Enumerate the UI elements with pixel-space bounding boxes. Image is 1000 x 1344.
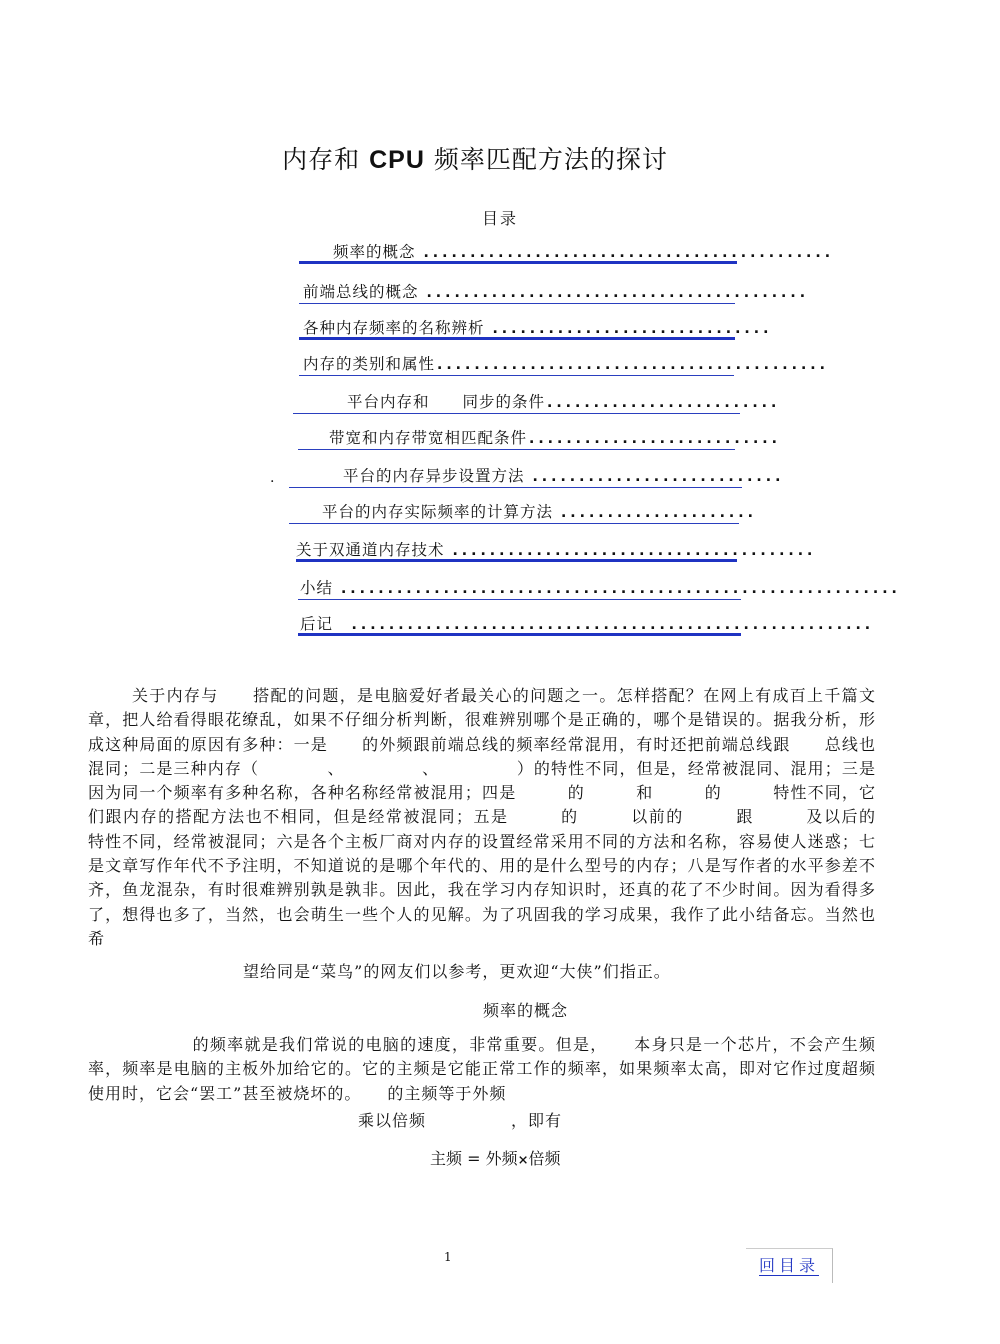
toc-label: 内存的类别和属性 <box>303 355 436 373</box>
toc-link-fsb-concept[interactable] <box>299 280 808 304</box>
toc-heading: 目录 <box>481 209 518 228</box>
section-heading-frequency: 频率的概念 <box>483 1001 569 1020</box>
toc-link-afterword[interactable] <box>298 612 873 636</box>
toc-dots: .......................................... <box>435 355 827 373</box>
section-line-2: 乘以倍频 ，即有 <box>358 1111 563 1130</box>
toc-label: 各种内存频率的名称辨析 <box>303 319 485 337</box>
toc-label: 平台的内存异步设置方法 <box>343 467 525 485</box>
toc-dots: ....................................... <box>450 541 815 559</box>
toc-link-summary[interactable] <box>298 576 899 600</box>
toc-dots: ......................................... <box>424 283 808 301</box>
toc-link-frequency-concept[interactable] <box>299 240 833 264</box>
toc-label: 小结 <box>300 579 334 597</box>
toc-link-async-settings[interactable] <box>289 464 783 488</box>
back-to-toc-label: 回目录 <box>758 1255 819 1275</box>
toc-dots: ............................................ <box>421 243 833 261</box>
toc-label: 后记 <box>300 615 334 633</box>
toc-dots: .............................. <box>490 319 771 337</box>
back-to-toc-button[interactable] <box>746 1248 833 1283</box>
formula-times-icon: × <box>517 1153 529 1168</box>
formula <box>430 1146 561 1169</box>
title-part-1: 内存和 <box>282 145 370 174</box>
page-number: 1 <box>444 1250 452 1264</box>
toc-dots: ......................... <box>545 393 779 411</box>
stray-dot: . <box>270 470 275 486</box>
section-paragraph: 的频率就是我们常说的电脑的速度，非常重要。但是， 本身只是一个芯片，不会产生频率，频率是电脑的主板外加给它的。它的主频是它能正常工作的频率，如果频率太高，即对它作过度超频使用时，它会“罢工”甚至被烧坏的。 的主频等于外频 <box>88 1035 876 1103</box>
formula-main-freq: 主频 <box>430 1149 463 1168</box>
toc-label: 关于双通道内存技术 <box>296 541 445 559</box>
toc-label: 频率的概念 <box>333 243 416 261</box>
document-title <box>0 140 950 176</box>
toc-link-sync-conditions[interactable] <box>293 390 779 414</box>
formula-multiplier: 倍频 <box>528 1149 561 1168</box>
formula-equals: = <box>467 1149 481 1168</box>
toc-link-actual-freq-calc[interactable] <box>289 500 755 524</box>
toc-dots: ........................... <box>530 467 783 485</box>
toc-link-memory-types[interactable] <box>299 352 827 376</box>
toc-label: 带宽和内存带宽相匹配条件 <box>329 429 528 447</box>
toc-dots: ........................... <box>527 429 779 447</box>
toc-label: 平台的内存实际频率的计算方法 <box>322 503 554 521</box>
toc-link-bandwidth-match[interactable] <box>298 426 779 450</box>
toc-label: 前端总线的概念 <box>303 283 419 301</box>
toc-dots: ............................................................ <box>338 579 899 597</box>
toc-link-dual-channel[interactable] <box>296 538 815 562</box>
formula-ext-freq: 外频 <box>485 1149 518 1168</box>
toc-label: 平台内存和 同步的条件 <box>347 393 546 411</box>
title-cpu: CPU <box>369 146 425 174</box>
toc-dots: ..................... <box>558 503 755 521</box>
intro-last-line: 望给同是“菜鸟”的网友们以参考，更欢迎“大侠”们指正。 <box>243 962 671 981</box>
intro-paragraph: 关于内存与 搭配的问题，是电脑爱好者最关心的问题之一。怎样搭配？在网上有成百上千篇文章，把人给看得眼花缭乱，如果不仔细分析判断，很难辨别哪个是正确的，哪个是错误的。据我分析，形成这种局面的原因有多种：一是 的外频跟前端总线的频率经常混用，有时还把前端总线跟 总线也混同；二是三种内存（ 、 、 ）的特性不同，但是，经常被混同、混用；三是因为同一个频率有多种名称，各种名称经常被混用；四是 的 和 的 特性不同，它们跟内存的搭配方法也不相同，但是经常被混同；五是 的 以前的 跟 及以后的 特性不同，经常被混同；六是各个主板厂商对内存的设置经常采用不同的方法和名称，容易使人迷惑；七是文章写作年代不予注明，不知道说的是哪个年代的、用的是什么型号的内存；八是写作者的水平参差不齐，鱼龙混杂，有时很难辨别孰是孰非。因此，我在学习内存知识时，还真的花了不少时间。因为看得多了，想得也多了，当然，也会萌生一些个人的见解。为了巩固我的学习成果，我作了此小结备忘。当然也希 <box>88 686 928 948</box>
toc-dots: ........................................................ <box>349 615 873 633</box>
toc-link-memory-freq-names[interactable] <box>299 316 771 340</box>
title-part-2: 频率匹配方法的探讨 <box>424 145 668 174</box>
